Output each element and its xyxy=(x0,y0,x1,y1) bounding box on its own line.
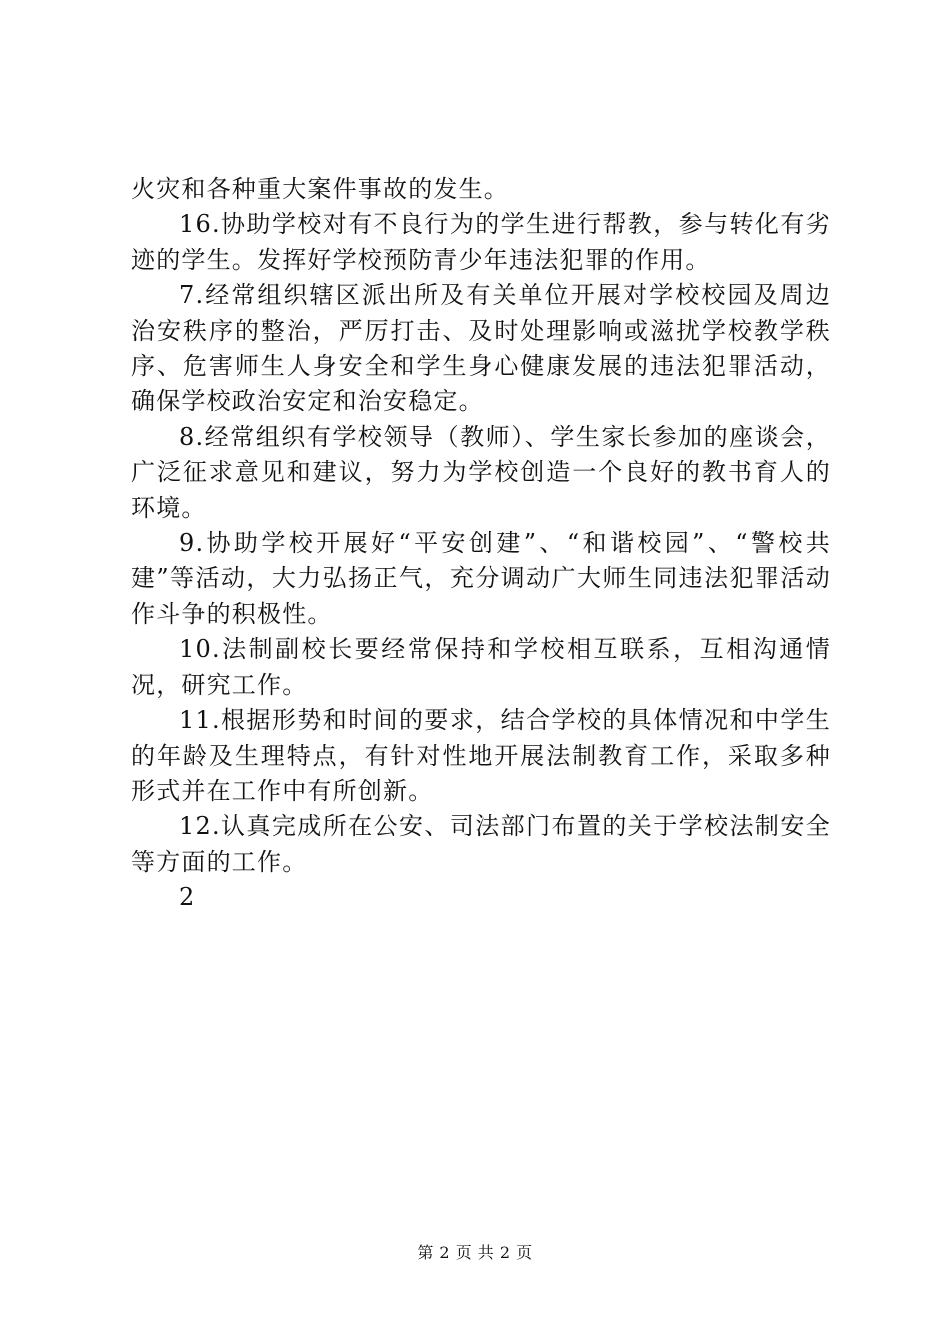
paragraph-continuation: 火灾和各种重大案件事故的发生。 xyxy=(131,175,509,203)
paragraph-item-8: 8.经常组织有学校领导（教师）、学生家长参加的座谈会，广泛征求意见和建议，努力为学校创造一个良好的教书育人的环境。 xyxy=(131,422,831,522)
paragraph-item-12: 12.认真完成所在公安、司法部门布置的关于学校法制安全等方面的工作。 xyxy=(131,812,831,876)
paragraph-item-10: 10.法制副校长要经常保持和学校相互联系，互相沟通情况，研究工作。 xyxy=(131,635,831,699)
paragraph-item-9: 9.协助学校开展好“平安创建”、“和谐校园”、“警校共建”等活动，大力弘扬正气，充分调动广大师生同违法犯罪活动作斗争的积极性。 xyxy=(131,529,831,628)
document-body xyxy=(131,172,831,916)
paragraph-item-16: 16.协助学校对有不良行为的学生进行帮教，参与转化有劣迹的学生。发挥好学校预防青少年违法犯罪的作用。 xyxy=(131,210,831,274)
paragraph-item-7: 7.经常组织辖区派出所及有关单位开展对学校校园及周边治安秩序的整治，严厉打击、及时处理影响或滋扰学校教学秩序、危害师生人身安全和学生身心健康发展的违法犯罪活动，确保学校政治安定和治安稳定。 xyxy=(131,281,831,416)
paragraph-item-11: 11.根据形势和时间的要求，结合学校的具体情况和中学生的年龄及生理特点，有针对性地开展法制教育工作，采取多种形式并在工作中有所创新。 xyxy=(131,706,831,805)
page-footer: 第 2 页 共 2 页 xyxy=(417,1243,533,1262)
trailing-number: 2 xyxy=(179,883,196,912)
